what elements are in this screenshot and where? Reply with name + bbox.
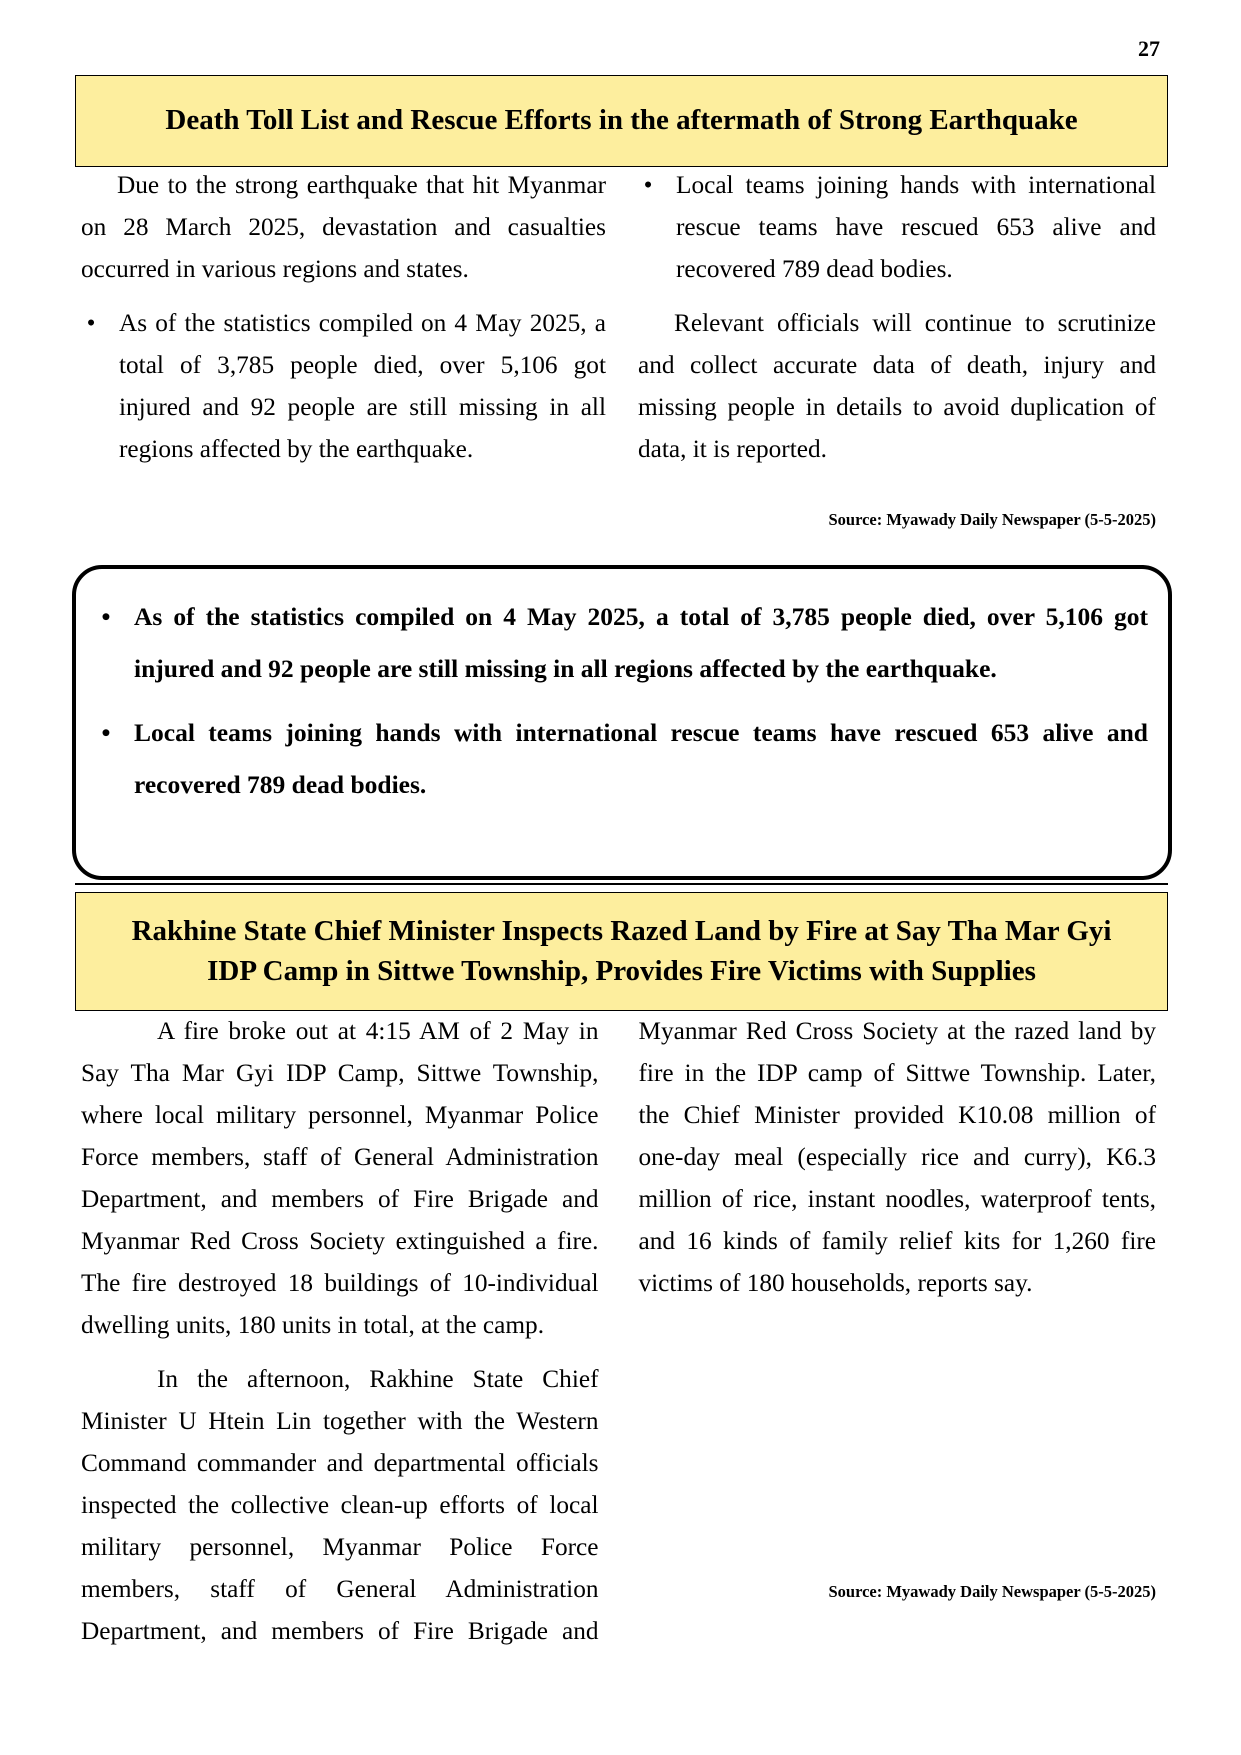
article1-right-column xyxy=(638,164,1156,470)
bullet-icon: • xyxy=(101,718,111,747)
article1-source: Source: Myawady Daily Newspaper (5-5-2025) xyxy=(828,510,1156,529)
article2-para-1: A fire broke out at 4:15 AM of 2 May in Say Tha Mar Gyi IDP Camp, Sittwe Township, where local military personnel, Myanmar Police Force members, staff of General Administration Department, and members of Fire Brigade and Myanmar Red Cross Society extinguished a fire. The fire destroyed 18 buildings of 10-individual dwelling units, 180 units in total, at the camp. xyxy=(81,1017,599,1339)
summary-box xyxy=(72,565,1172,880)
article2-para-2: In the afternoon, Rakhine State Chief Minister U Htein Lin together with the Western Command commander and departmental officials inspected the collective clean-up efforts of local military personnel, Myanmar Police Force members, staff of General Administration Department, and members of Fire Brigade and Myanmar Red Cross Society at the razed land by fire in the IDP camp of Sittwe Township. Later, the Chief Minister provided K10.08 million of one-day meal (especially rice and curry), K6.3 million of rice, instant noodles, waterproof tents, and 16 kinds of family relief kits for 1,260 fire victims of 180 households, reports say. xyxy=(81,1017,1156,1645)
article1-bullet-2-text: Local teams joining hands with international rescue teams have rescued 653 alive and recovered 789 dead bodies. xyxy=(676,171,1156,283)
article1-bullet-1-text: As of the statistics compiled on 4 May 2025, a total of 3,785 people died, over 5,106 got injured and 92 people are still missing in all regions affected by the earthquake. xyxy=(119,309,606,463)
bullet-icon: • xyxy=(643,171,653,199)
summary-item-1 xyxy=(96,591,1148,695)
bullet-icon: • xyxy=(86,309,96,337)
article1-closing: Relevant officials will continue to scrutinize and collect accurate data of death, injury and missing people in details to avoid duplication of data, it is reported. xyxy=(638,309,1156,463)
section-divider xyxy=(75,883,1168,885)
article2-headline-line2: IDP Camp in Sittwe Township, Provides Fire Victims with Supplies xyxy=(207,955,1036,987)
article1-bullet-1 xyxy=(81,302,606,470)
page-number: 27 xyxy=(1138,36,1160,61)
article1-bullet-2 xyxy=(638,164,1156,290)
article2-body xyxy=(81,1010,1156,1660)
article1-headline-text: Death Toll List and Rescue Efforts in the aftermath of Strong Earthquake xyxy=(165,104,1078,136)
summary-item-2-text: Local teams joining hands with international rescue teams have rescued 653 alive and recovered 789 dead bodies. xyxy=(134,718,1148,799)
article2-source: Source: Myawady Daily Newspaper (5-5-2025) xyxy=(828,1582,1156,1601)
article1-intro: Due to the strong earthquake that hit Myanmar on 28 March 2025, devastation and casualties occurred in various regions and states. xyxy=(81,171,606,283)
summary-item-1-text: As of the statistics compiled on 4 May 2025, a total of 3,785 people died, over 5,106 got injured and 92 people are still missing in all regions affected by the earthquake. xyxy=(134,602,1148,683)
summary-item-2 xyxy=(96,707,1148,811)
bullet-icon: • xyxy=(101,602,111,631)
article2-headline xyxy=(75,892,1168,1011)
article1-left-column xyxy=(81,164,606,470)
article1-headline xyxy=(75,75,1168,167)
article2-headline-line1: Rakhine State Chief Minister Inspects Razed Land by Fire at Say Tha Mar Gyi xyxy=(131,915,1112,947)
